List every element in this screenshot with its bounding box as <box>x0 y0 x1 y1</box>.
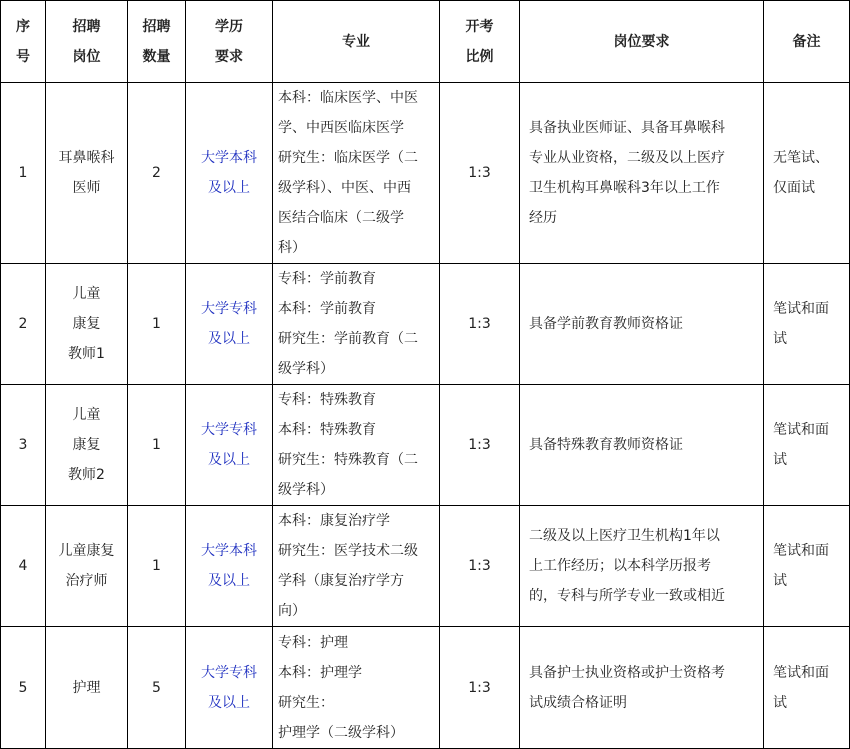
cell-major: 专科：学前教育 本科：学前教育 研究生：学前教育（二 级学科） <box>273 264 440 385</box>
cell-count: 1 <box>128 385 186 506</box>
cell-requirements: 具备执业医师证、具备耳鼻喉科 专业从业资格，二级及以上医疗 卫生机构耳鼻喉科3年以上工作 经历 <box>520 83 764 264</box>
header-row <box>1 1 850 83</box>
header-ratio: 开考 比例 <box>440 1 520 83</box>
cell-notes: 笔试和面 试 <box>764 264 850 385</box>
cell-position: 儿童康复 治疗师 <box>46 506 128 627</box>
cell-seq: 5 <box>1 627 46 749</box>
header-count: 招聘 数量 <box>128 1 186 83</box>
cell-ratio: 1:3 <box>440 83 520 264</box>
header-notes: 备注 <box>764 1 850 83</box>
cell-ratio: 1:3 <box>440 627 520 749</box>
cell-education: 大学专科 及以上 <box>186 264 273 385</box>
table-row <box>1 627 850 749</box>
cell-position: 耳鼻喉科 医师 <box>46 83 128 264</box>
cell-notes: 笔试和面 试 <box>764 385 850 506</box>
cell-requirements: 具备学前教育教师资格证 <box>520 264 764 385</box>
cell-major: 本科：临床医学、中医 学、中西医临床医学 研究生：临床医学（二 级学科）、中医、中西 医结合临床（二级学 科） <box>273 83 440 264</box>
cell-requirements: 具备特殊教育教师资格证 <box>520 385 764 506</box>
cell-count: 1 <box>128 506 186 627</box>
table-row <box>1 264 850 385</box>
table-row <box>1 506 850 627</box>
table-row <box>1 83 850 264</box>
cell-seq: 3 <box>1 385 46 506</box>
cell-notes: 笔试和面 试 <box>764 506 850 627</box>
header-major: 专业 <box>273 1 440 83</box>
cell-major: 专科：护理 本科：护理学 研究生： 护理学（二级学科） <box>273 627 440 749</box>
cell-ratio: 1:3 <box>440 385 520 506</box>
cell-position: 儿童 康复 教师2 <box>46 385 128 506</box>
table-row <box>1 385 850 506</box>
cell-requirements: 二级及以上医疗卫生机构1年以 上工作经历；以本科学历报考 的，专科与所学专业一致或相近 <box>520 506 764 627</box>
cell-major: 本科：康复治疗学 研究生：医学技术二级 学科（康复治疗学方 向） <box>273 506 440 627</box>
cell-ratio: 1:3 <box>440 506 520 627</box>
header-education: 学历 要求 <box>186 1 273 83</box>
header-seq: 序 号 <box>1 1 46 83</box>
cell-position: 护理 <box>46 627 128 749</box>
cell-seq: 1 <box>1 83 46 264</box>
cell-notes: 无笔试、 仅面试 <box>764 83 850 264</box>
header-requirements: 岗位要求 <box>520 1 764 83</box>
cell-education: 大学本科 及以上 <box>186 506 273 627</box>
cell-seq: 2 <box>1 264 46 385</box>
cell-major: 专科：特殊教育 本科：特殊教育 研究生：特殊教育（二 级学科） <box>273 385 440 506</box>
cell-count: 5 <box>128 627 186 749</box>
cell-position: 儿童 康复 教师1 <box>46 264 128 385</box>
cell-count: 1 <box>128 264 186 385</box>
cell-education: 大学专科 及以上 <box>186 627 273 749</box>
cell-count: 2 <box>128 83 186 264</box>
cell-education: 大学专科 及以上 <box>186 385 273 506</box>
cell-seq: 4 <box>1 506 46 627</box>
cell-education: 大学本科 及以上 <box>186 83 273 264</box>
header-position: 招聘 岗位 <box>46 1 128 83</box>
cell-ratio: 1:3 <box>440 264 520 385</box>
cell-requirements: 具备护士执业资格或护士资格考 试成绩合格证明 <box>520 627 764 749</box>
cell-notes: 笔试和面 试 <box>764 627 850 749</box>
